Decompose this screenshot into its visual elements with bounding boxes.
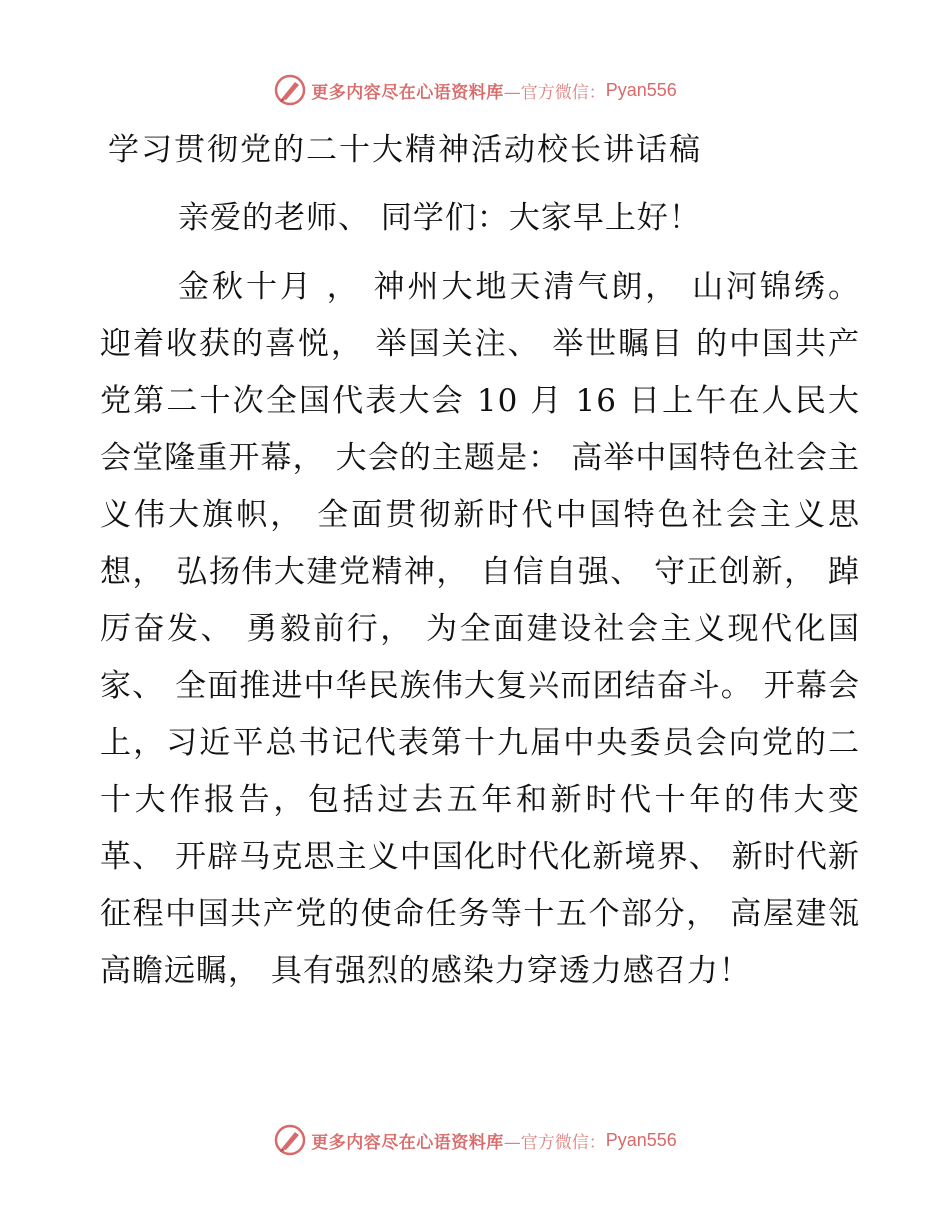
watermark-wechat-id: Pyan556	[605, 79, 677, 100]
watermark-main-text: 更多内容尽在心语资料库	[311, 82, 504, 103]
watermark-group	[273, 1123, 677, 1157]
header-watermark	[0, 72, 950, 108]
document-body	[100, 190, 860, 1000]
footer-watermark	[0, 1122, 950, 1158]
watermark-main-text: 更多内容尽在心语资料库	[311, 1132, 504, 1153]
document-title: 学习贯彻党的二十大精神活动校长讲话稿	[108, 132, 702, 168]
body-paragraph: 金秋十月 ， 神州大地天清气朗， 山河锦绣。 迎着收获的喜悦， 举国关注、 举世瞩目 的中国共产党第二十次全国代表大会 10 月 16 日上午在人民大会堂隆重开幕， 大会的主题是： 高举中国特色社会主义伟大旗帜， 全面贯彻新时代中国特色社会主义思想， 弘扬伟大建党精神， 自信自强、 守正创新， 踔厉奋发、 勇毅前行， 为全面建设社会主义现代化国家、 全面推进中华民族伟大复兴而团结奋斗。 开幕会上，习近平总书记代表第十九届中央委员会向党的二十大作报告，包括过去五年和新时代十年的伟大变革、 开辟马克思主义中国化时代化新境界、 新时代新征程中国共产党的使命任务等十五个部分， 高屋建瓴高瞻远瞩， 具有强烈的感染力穿透力感召力！	[100, 269, 860, 989]
watermark-separator-text: —官方微信：	[503, 82, 606, 103]
watermark-wechat-id: Pyan556	[605, 1129, 677, 1150]
greeting-line: 亲爱的老师、 同学们：大家早上好！	[178, 200, 701, 236]
pen-logo-icon	[273, 73, 307, 107]
watermark-group	[273, 73, 677, 107]
watermark-separator-text: —官方微信：	[503, 1132, 606, 1153]
pen-logo-icon	[273, 1123, 307, 1157]
